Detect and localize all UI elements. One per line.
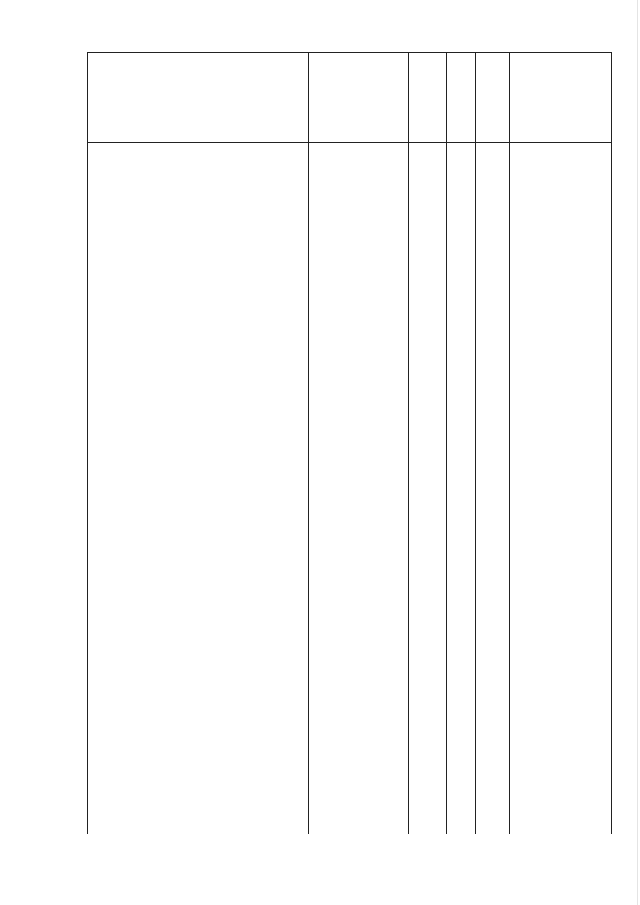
- header-group: [409, 53, 446, 142]
- header-subsection: [476, 53, 509, 142]
- header-name: [88, 53, 308, 142]
- page-edge: [637, 0, 638, 905]
- header-target: [309, 53, 408, 142]
- header-sum: [510, 53, 611, 142]
- header-section: [447, 53, 475, 142]
